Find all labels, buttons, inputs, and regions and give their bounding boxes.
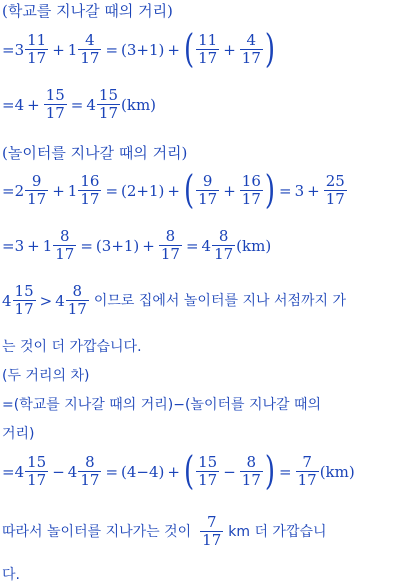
diff-heading: (두 거리의 차): [2, 368, 90, 384]
denominator: 17: [45, 104, 65, 122]
denominator: 17: [198, 190, 218, 208]
numerator: 8: [60, 227, 70, 245]
plus-sign: +: [27, 236, 40, 255]
playground-calc-line2: [2, 228, 271, 263]
plus-sign: +: [223, 181, 236, 200]
big-paren: (: [183, 27, 195, 72]
numerator: 7: [302, 453, 312, 471]
compare-line2: 는 것이 더 가깝습니다.: [2, 339, 142, 355]
unit-km: (km): [319, 462, 355, 481]
eq-sign: =: [2, 236, 15, 255]
final-text: 따라서 놀이터를 지나가는 것이: [2, 523, 192, 540]
eq-sign: =: [185, 236, 199, 255]
numerator: 4: [85, 31, 95, 49]
eq-sign: =: [2, 95, 15, 114]
group: (3+1): [121, 40, 165, 59]
fraction: [78, 173, 101, 208]
diff-calc-line: [2, 449, 355, 494]
fraction: [324, 173, 347, 208]
fraction: [196, 32, 219, 67]
numerator: 7: [206, 513, 217, 531]
big-paren: ): [264, 449, 276, 494]
whole-part: 4: [55, 291, 65, 310]
gt-sign: >: [39, 291, 53, 310]
big-paren: ): [264, 168, 276, 213]
final-text: km 더 가깝습니: [228, 523, 327, 540]
denominator: 17: [27, 190, 47, 208]
denominator: 17: [55, 245, 75, 263]
denominator: 17: [27, 471, 47, 489]
fraction: [296, 454, 319, 489]
denominator: 17: [241, 49, 261, 67]
numerator: 8: [246, 453, 257, 471]
numerator: 8: [85, 453, 95, 471]
compare-text: 이므로 집에서 놀이터를 지나 서점까지 가: [93, 292, 347, 309]
plus-sign: +: [27, 95, 40, 114]
fraction: [25, 32, 48, 67]
denominator: 17: [160, 245, 180, 263]
big-paren: ): [264, 27, 276, 72]
school-calc-line2: [2, 87, 156, 122]
eq-sign: =: [105, 181, 119, 200]
numerator: 15: [14, 282, 34, 300]
numerator: 11: [27, 31, 47, 49]
final-line1: [2, 514, 327, 549]
whole-part: 3: [14, 236, 25, 255]
denominator: 17: [27, 49, 47, 67]
fraction: [13, 283, 36, 318]
whole-part: 1: [67, 181, 78, 200]
plus-sign: +: [167, 462, 180, 481]
school-heading: (학교를 지나갈 때의 거리): [2, 2, 173, 20]
fraction: [78, 32, 101, 67]
plus-sign: +: [52, 181, 65, 200]
whole-part: 3: [14, 40, 25, 59]
eq-sign: =: [2, 181, 15, 200]
denominator: 17: [80, 471, 100, 489]
big-paren: (: [183, 168, 195, 213]
school-calc-line1: [2, 27, 276, 72]
compare-line1: [2, 283, 346, 318]
denominator: 17: [198, 471, 218, 489]
whole-part: 1: [42, 236, 53, 255]
eq-sign: =: [279, 181, 292, 200]
final-line2: 다.: [2, 567, 20, 583]
numerator: 15: [198, 453, 218, 471]
plus-sign: +: [167, 181, 180, 200]
eq-sign: =: [105, 40, 119, 59]
whole-part: 2: [14, 181, 25, 200]
numerator: 25: [325, 172, 345, 190]
fraction: [196, 173, 219, 208]
denominator: 17: [14, 300, 34, 318]
denominator: 17: [80, 190, 100, 208]
eq-sign: =: [279, 462, 292, 481]
fraction: [196, 454, 219, 489]
denominator: 17: [67, 300, 87, 318]
unit-km: (km): [121, 95, 157, 114]
fraction: [240, 173, 263, 208]
numerator: 15: [27, 453, 47, 471]
fraction: [44, 87, 67, 122]
whole-part: 4: [67, 462, 78, 481]
eq-sign: =: [70, 95, 84, 114]
plus-sign: +: [223, 40, 236, 59]
group: (4−4): [121, 462, 165, 481]
diff-definition-line2: 거리): [2, 426, 35, 442]
eq-sign: =: [80, 236, 93, 255]
whole-part: 4: [14, 462, 25, 481]
numerator: 15: [45, 86, 65, 104]
numerator: 15: [98, 86, 119, 104]
playground-heading: (놀이터를 지나갈 때의 거리): [2, 144, 188, 162]
fraction: [53, 228, 76, 263]
numerator: 8: [72, 282, 83, 300]
whole-part: 4: [2, 291, 12, 310]
plus-sign: +: [142, 236, 155, 255]
denominator: 17: [241, 190, 261, 208]
unit-km: (km): [236, 236, 272, 255]
denominator: 17: [202, 531, 222, 549]
eq-sign: =: [2, 462, 15, 481]
denominator: 17: [297, 471, 317, 489]
denominator: 17: [80, 49, 100, 67]
denominator: 17: [214, 245, 234, 263]
playground-calc-line1: [2, 168, 348, 213]
group: (3+1): [95, 236, 140, 255]
numerator: 4: [246, 31, 257, 49]
numerator: 8: [218, 227, 229, 245]
numerator: 11: [198, 31, 218, 49]
whole-part: 4: [86, 95, 96, 114]
eq-sign: =: [105, 462, 119, 481]
whole-part: 4: [201, 236, 212, 255]
fraction: [25, 454, 48, 489]
plus-sign: +: [307, 181, 320, 200]
numerator: 9: [31, 172, 42, 190]
whole-part: 1: [67, 40, 78, 59]
numerator: 16: [241, 172, 261, 190]
eq-sign: =: [2, 40, 15, 59]
denominator: 17: [325, 190, 345, 208]
diff-definition-line1: =(학교를 지나갈 때의 거리)−(놀이터를 지나갈 때의: [2, 397, 322, 413]
numerator: 9: [202, 172, 213, 190]
minus-sign: −: [223, 462, 236, 481]
plus-sign: +: [167, 40, 180, 59]
group: (2+1): [121, 181, 165, 200]
big-paren: (: [183, 449, 195, 494]
denominator: 17: [198, 49, 218, 67]
fraction: [97, 87, 120, 122]
whole-part: 4: [14, 95, 25, 114]
minus-sign: −: [52, 462, 65, 481]
numerator: 8: [165, 227, 176, 245]
denominator: 17: [241, 471, 261, 489]
fraction: [212, 228, 235, 263]
plus-sign: +: [52, 40, 65, 59]
denominator: 17: [98, 104, 119, 122]
fraction: [66, 283, 89, 318]
fraction: [240, 454, 263, 489]
fraction: [159, 228, 182, 263]
fraction: [200, 514, 223, 549]
fraction: [78, 454, 101, 489]
numerator: 16: [80, 172, 100, 190]
fraction: [240, 32, 263, 67]
fraction: [25, 173, 48, 208]
whole-part: 3: [294, 181, 305, 200]
